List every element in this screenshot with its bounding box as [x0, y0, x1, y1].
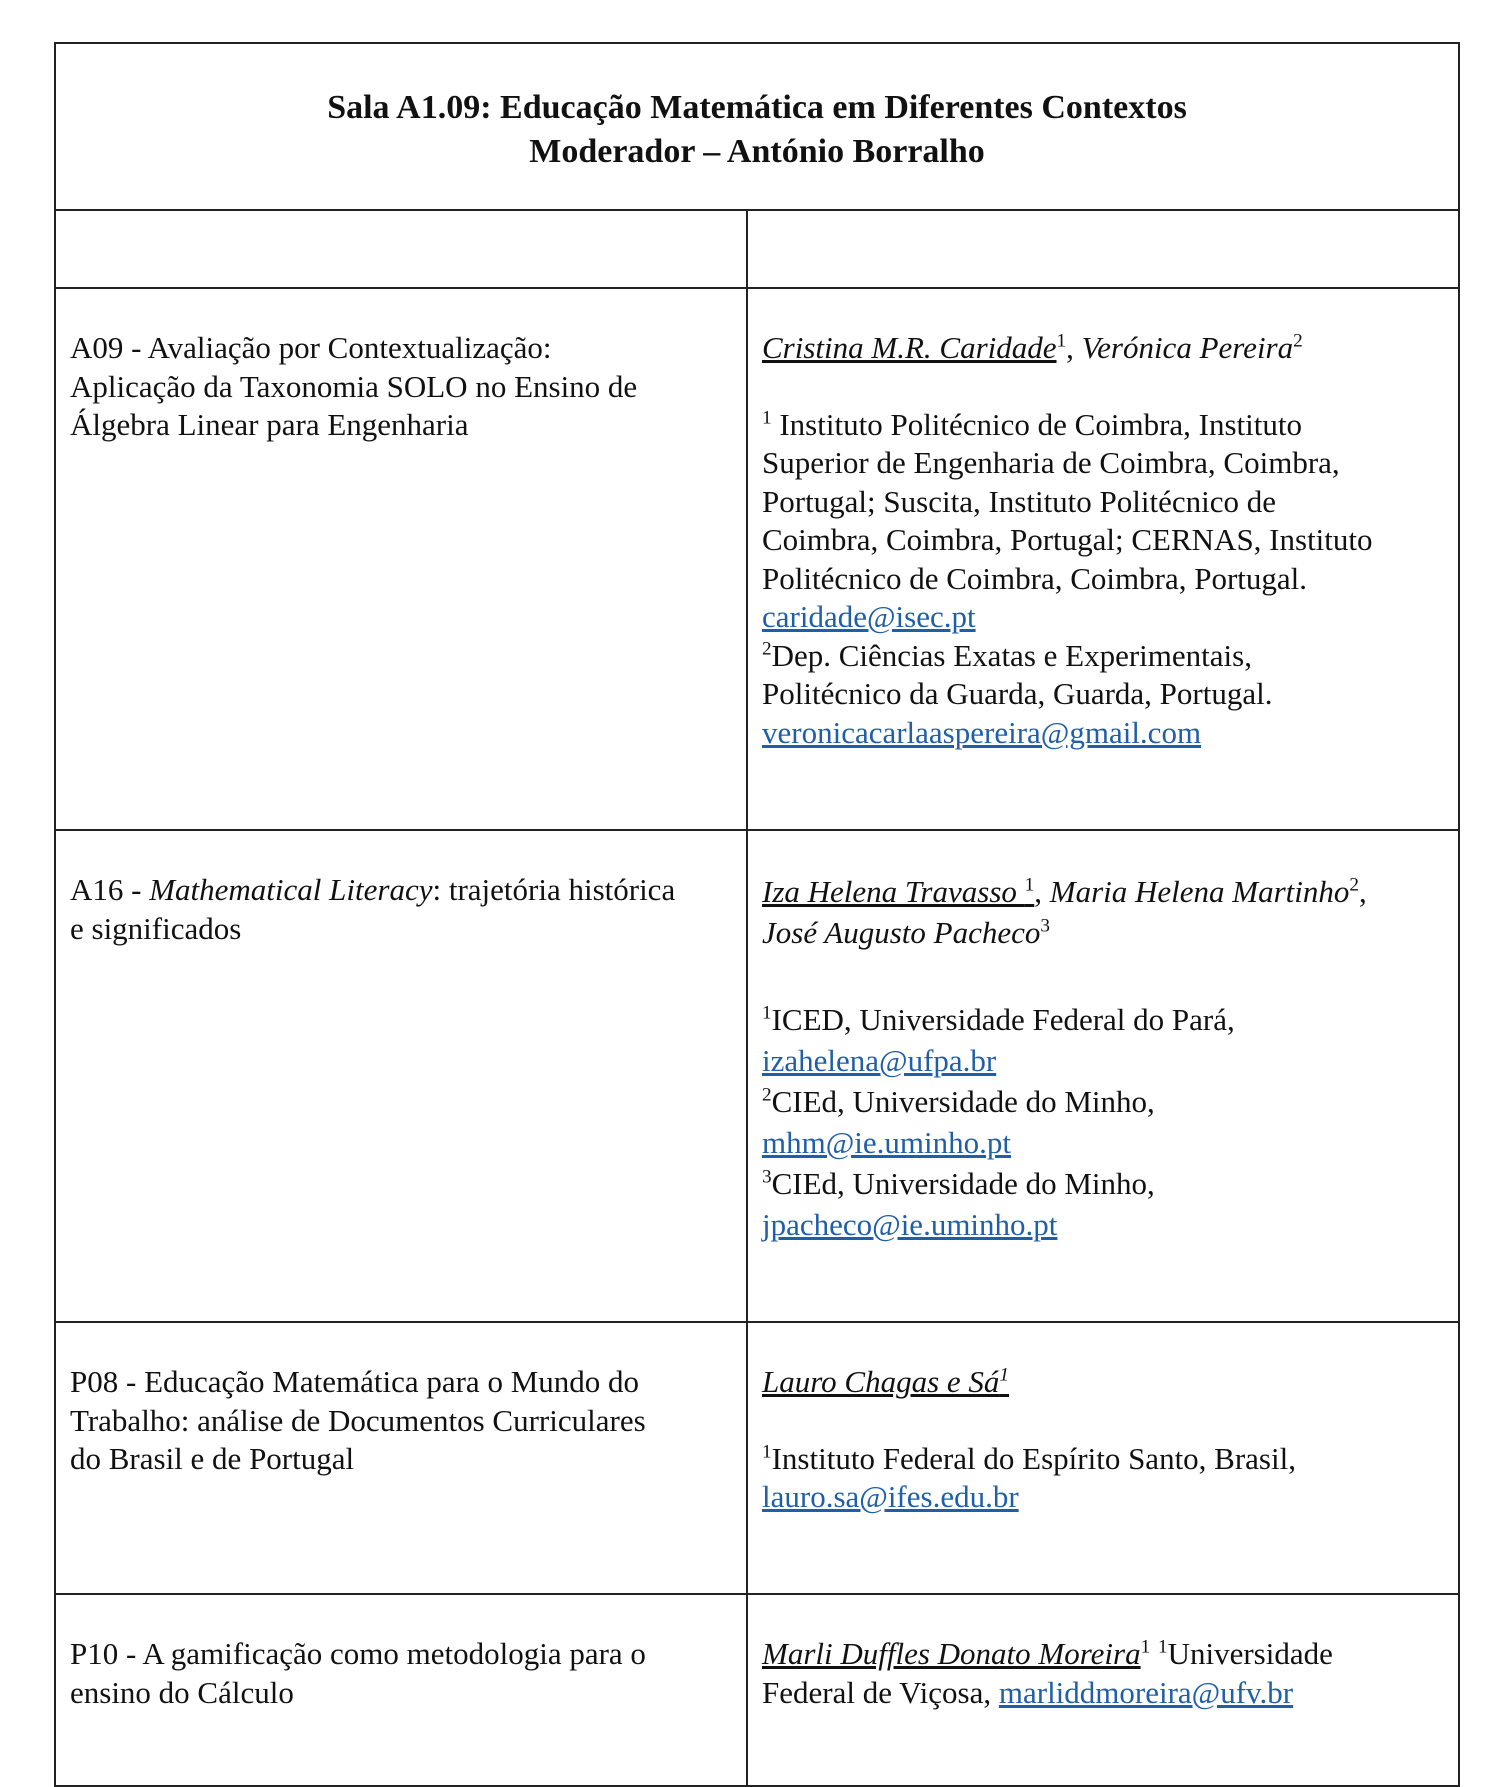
author-list [762, 1363, 1444, 1402]
author-name: Cristina M.R. Caridade [762, 330, 1057, 365]
affiliation [762, 637, 1444, 753]
paper-title-line: do Brasil e de Portugal [70, 1441, 355, 1476]
author-name: José Augusto Pacheco [762, 915, 1041, 950]
paper-title-rest: : trajetória histórica [432, 872, 676, 907]
aff-line: Politécnico de Coimbra, Coimbra, Portugal. [762, 560, 1307, 596]
aff-line: Federal de Viçosa, [762, 1674, 999, 1710]
email-link[interactable]: izahelena@ufpa.br [762, 1043, 997, 1078]
table-row [55, 830, 1459, 1322]
paper-title-line [70, 871, 732, 910]
empty-row [55, 210, 1459, 288]
author-sup: 1 [1140, 1636, 1151, 1658]
author-affiliation-block [762, 1635, 1444, 1712]
email-link[interactable]: caridade@isec.pt [762, 599, 976, 634]
spacer [762, 953, 1444, 999]
session-sheet [54, 42, 1458, 1787]
aff-sup: 2 [762, 1084, 772, 1106]
aff-line: ICED, Universidade Federal do Pará, [771, 1002, 1235, 1037]
aff-sup: 1 [1157, 1636, 1168, 1658]
author-sup: 2 [1293, 330, 1303, 352]
email-link[interactable]: mhm@ie.uminho.pt [762, 1125, 1011, 1160]
author-name: Lauro Chagas e $Sá^1$ [762, 1364, 1010, 1399]
aff-sup: 2 [762, 638, 772, 660]
paper-title-cell [55, 1322, 747, 1594]
paper-title-line: ensino do Cálculo [70, 1674, 294, 1710]
email-link[interactable]: marliddmoreira@ufv.br [998, 1674, 1294, 1710]
paper-title-italic: Mathematical Literacy [149, 872, 433, 907]
author-name: Iza Helena Travasso $^1$ [762, 874, 1035, 909]
table-row [55, 288, 1459, 830]
aff-line: CIEd, Universidade do Minho, [771, 1166, 1155, 1201]
author-sep: , [1359, 874, 1367, 909]
empty-cell-right [747, 210, 1459, 288]
aff-line: Coimbra, Coimbra, Portugal; CERNAS, Instituto [762, 522, 1373, 557]
paper-title-line: A09 - Avaliação por Contextualização: [70, 330, 552, 365]
aff-line: Universidade [1167, 1636, 1333, 1671]
author-sep: , [1034, 874, 1050, 909]
paper-title-cell [55, 830, 747, 1322]
aff-line: Instituto Federal do Espírito Santo, Brasil, [771, 1440, 1296, 1476]
aff-sup: 3 [762, 1166, 772, 1188]
affiliation [762, 406, 1444, 637]
aff-line: Politécnico da Guarda, Guarda, Portugal. [762, 676, 1273, 711]
aff-line: Instituto Politécnico de Coimbra, Instituto [771, 406, 1302, 442]
session-moderator: Moderador – António Borralho [529, 133, 985, 170]
authors-cell [747, 1322, 1459, 1594]
affiliation [762, 999, 1444, 1245]
aff-line: Dep. Ciências Exatas e Experimentais, [771, 637, 1252, 673]
table-row [55, 1322, 1459, 1594]
email-link[interactable]: veronicacarlaaspereira@gmail.com [762, 714, 1202, 750]
author-sup: 2 [1349, 874, 1359, 896]
author-list [762, 329, 1444, 368]
paper-title-line: Trabalho: análise de Documentos Curriculares [70, 1402, 646, 1438]
author-sup: 1 [1024, 874, 1035, 896]
paper-title-line: e significados [70, 910, 242, 946]
session-title: Sala A1.09: Educação Matemática em Diferentes Contextos [327, 89, 1187, 126]
session-table [54, 42, 1460, 1787]
paper-title-line: Álgebra Linear para Engenharia [70, 407, 469, 442]
authors-cell [747, 1594, 1459, 1786]
paper-code: A16 - [70, 872, 150, 907]
aff-sup: 1 [762, 1002, 772, 1024]
aff-line: CIEd, Universidade do Minho, [771, 1084, 1155, 1119]
email-link[interactable]: jpacheco@ie.uminho.pt [762, 1207, 1058, 1242]
aff-line: Portugal; Suscita, Instituto Politécnico de [762, 483, 1277, 519]
author-sup: 1 [999, 1364, 1010, 1386]
aff-line: Superior de Engenharia de Coimbra, Coimbra, [762, 445, 1340, 480]
author-name: Maria Helena Martinho [1049, 874, 1350, 909]
aff-sup: 1 [762, 407, 772, 429]
aff-sup: 1 [762, 1441, 772, 1463]
header-cell [55, 43, 1459, 210]
paper-title-line: P10 - A gamificação como metodologia para o [70, 1636, 646, 1671]
authors-cell [747, 830, 1459, 1322]
paper-title-line: Aplicação da Taxonomia SOLO no Ensino de [70, 368, 638, 404]
author-sup: 3 [1040, 915, 1050, 937]
paper-title-cell [55, 288, 747, 830]
email-link[interactable]: lauro.sa@ifes.edu.br [762, 1479, 1019, 1514]
paper-title-line: P08 - Educação Matemática para o Mundo do [70, 1364, 640, 1399]
author-sep: , [1066, 330, 1082, 365]
author-list [762, 871, 1444, 953]
paper-title-cell [55, 1594, 747, 1786]
header-row [55, 43, 1459, 210]
empty-cell-left [55, 210, 747, 288]
spacer [762, 1402, 1444, 1440]
spacer [762, 368, 1444, 406]
table-row [55, 1594, 1459, 1786]
author-name: Marli Duffles Donato Moreira [762, 1636, 1141, 1671]
author-name: Verónica Pereira [1081, 330, 1294, 365]
affiliation [762, 1440, 1444, 1517]
authors-cell [747, 288, 1459, 830]
author-sup: 1 [1056, 330, 1067, 352]
